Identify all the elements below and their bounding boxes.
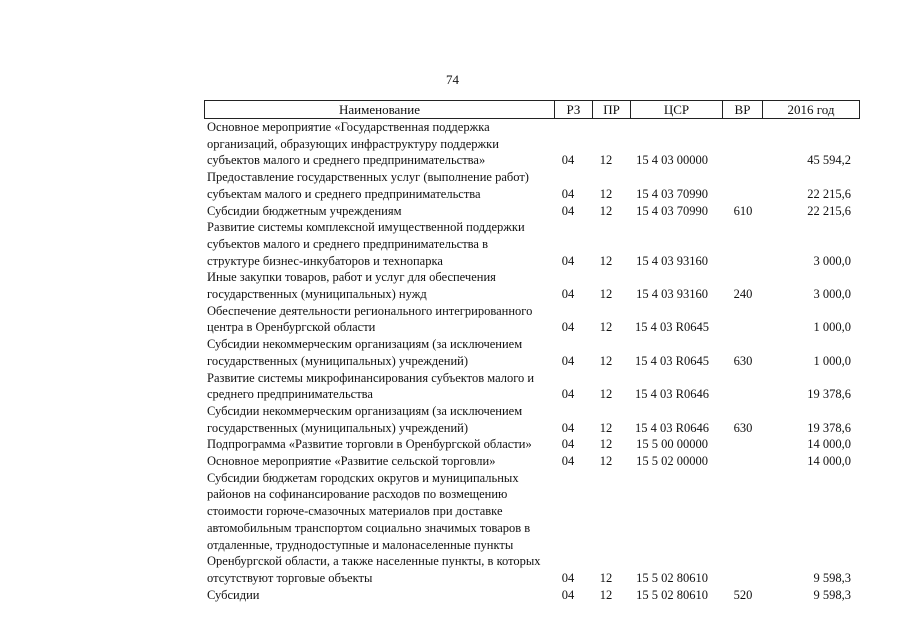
table-row — [204, 269, 860, 302]
row-pr: 12 — [599, 587, 613, 602]
row-rz: 04 — [561, 387, 575, 402]
row-pr: 12 — [599, 387, 613, 402]
row-name — [204, 403, 554, 436]
row-rz: 04 — [561, 186, 575, 201]
table-row — [204, 436, 860, 453]
row-pr: 12 — [599, 420, 613, 435]
row-name-line: автомобильным транспортом социально значимых товаров в — [207, 520, 531, 535]
row-name — [204, 587, 554, 604]
row-rz: 04 — [561, 420, 575, 435]
row-pr: 12 — [599, 287, 613, 302]
row-name-line: государственных (муниципальных) учреждений) — [207, 353, 469, 368]
header-year: 2016 год — [787, 102, 835, 117]
table-row — [204, 403, 860, 436]
row-name-line: организаций, образующих инфраструктуру поддержки — [207, 136, 499, 151]
row-name — [204, 219, 554, 269]
row-name-line: государственных (муниципальных) учреждений) — [207, 420, 469, 435]
row-vr: 630 — [733, 420, 753, 435]
table-row — [204, 453, 860, 470]
row-name-line: Обеспечение деятельности регионального интегрированного — [207, 303, 533, 318]
row-name-line: Иные закупки товаров, работ и услуг для обеспечения — [207, 270, 496, 285]
row-vr: 520 — [733, 587, 753, 602]
row-name-line: центра в Оренбургской области — [207, 320, 376, 335]
row-name-line: отсутствуют торговые объекты — [207, 570, 373, 585]
row-name-line: Развитие системы микрофинансирования субъектов малого и — [207, 370, 535, 385]
row-pr: 12 — [599, 203, 613, 218]
row-name — [204, 303, 554, 336]
table-row — [204, 303, 860, 336]
row-name-line: районов на софинансирование расходов по возмещению — [207, 487, 508, 502]
row-amount: 45 594,2 — [807, 153, 851, 168]
row-rz: 04 — [561, 570, 575, 585]
row-csr: 15 4 03 00000 — [636, 153, 708, 168]
row-name-line: Предоставление государственных услуг (выполнение работ) — [207, 170, 529, 185]
row-amount: 19 378,6 — [807, 420, 851, 435]
header-csr: ЦСР — [631, 101, 723, 118]
row-amount: 22 215,6 — [807, 203, 851, 218]
row-name-line: структуре бизнес-инкубаторов и технопарка — [207, 253, 443, 268]
row-name-line: Субсидии некоммерческим организациям (за исключением — [207, 337, 523, 352]
row-name — [204, 269, 554, 302]
row-amount: 14 000,0 — [807, 454, 851, 469]
row-amount: 9 598,3 — [813, 587, 851, 602]
row-name-line: Оренбургской области, а также населенные пункты, в которых — [207, 554, 541, 569]
header-rz: РЗ — [555, 101, 593, 118]
row-name — [204, 453, 554, 470]
budget-table — [204, 100, 860, 603]
row-pr: 12 — [599, 153, 613, 168]
row-amount: 22 215,6 — [807, 186, 851, 201]
row-name-line: субъектов малого и среднего предпринимательства в — [207, 236, 488, 251]
table-row — [204, 119, 860, 169]
row-name-line: Субсидии бюджетам городских округов и муниципальных — [207, 470, 519, 485]
header-pr: ПР — [593, 101, 631, 118]
row-pr: 12 — [599, 253, 613, 268]
row-name-line: Развитие системы комплексной имущественной поддержки — [207, 220, 525, 235]
row-csr: 15 4 03 R0646 — [635, 420, 709, 435]
row-name — [204, 119, 554, 169]
row-amount: 3 000,0 — [813, 287, 851, 302]
table-row — [204, 219, 860, 269]
row-amount: 14 000,0 — [807, 437, 851, 452]
row-pr: 12 — [599, 437, 613, 452]
table-row — [204, 203, 860, 220]
row-amount: 1 000,0 — [813, 353, 851, 368]
row-csr: 15 4 03 R0645 — [635, 320, 709, 335]
header-name: Наименование — [205, 101, 555, 118]
row-csr: 15 5 02 80610 — [636, 570, 708, 585]
row-csr: 15 5 02 00000 — [636, 454, 708, 469]
row-name — [204, 203, 554, 220]
row-name-line: Субсидии — [207, 587, 260, 602]
row-name — [204, 370, 554, 403]
table-row — [204, 336, 860, 369]
row-rz: 04 — [561, 437, 575, 452]
row-pr: 12 — [599, 454, 613, 469]
row-csr: 15 4 03 R0645 — [635, 353, 709, 368]
row-rz: 04 — [561, 587, 575, 602]
row-csr: 15 5 02 80610 — [636, 587, 708, 602]
row-name-line: стоимости горюче-смазочных материалов при доставке — [207, 504, 503, 519]
row-csr: 15 4 03 93160 — [636, 253, 708, 268]
table-body — [204, 119, 860, 603]
table-row — [204, 370, 860, 403]
row-name-line: субъектов малого и среднего предпринимательства» — [207, 153, 486, 168]
row-csr: 15 5 00 00000 — [636, 437, 708, 452]
row-vr: 630 — [733, 353, 753, 368]
row-rz: 04 — [561, 153, 575, 168]
row-name — [204, 436, 554, 453]
row-pr: 12 — [599, 353, 613, 368]
row-pr: 12 — [599, 320, 613, 335]
table-row — [204, 169, 860, 202]
row-csr: 15 4 03 R0646 — [635, 387, 709, 402]
table-row — [204, 470, 860, 587]
row-name-line: субъектам малого и среднего предпринимательства — [207, 186, 481, 201]
row-csr: 15 4 03 70990 — [636, 203, 708, 218]
row-amount: 9 598,3 — [813, 570, 851, 585]
row-amount: 19 378,6 — [807, 387, 851, 402]
row-name — [204, 470, 554, 587]
row-name-line: отдаленные, труднодоступные и малонаселенные пункты — [207, 537, 514, 552]
row-csr: 15 4 03 70990 — [636, 186, 708, 201]
row-vr: 610 — [733, 203, 753, 218]
row-name-line: государственных (муниципальных) нужд — [207, 287, 427, 302]
row-name-line: Субсидии некоммерческим организациям (за исключением — [207, 403, 523, 418]
row-rz: 04 — [561, 253, 575, 268]
header-vr: ВР — [723, 101, 763, 118]
row-rz: 04 — [561, 353, 575, 368]
row-name — [204, 336, 554, 369]
row-name-line: Основное мероприятие «Государственная поддержка — [207, 120, 490, 134]
page-number: 74 — [446, 72, 459, 87]
row-name-line: Основное мероприятие «Развитие сельской торговли» — [207, 454, 496, 469]
row-rz: 04 — [561, 287, 575, 302]
row-amount: 1 000,0 — [813, 320, 851, 335]
row-name-line: среднего предпринимательства — [207, 387, 373, 402]
row-rz: 04 — [561, 454, 575, 469]
row-csr: 15 4 03 93160 — [636, 287, 708, 302]
row-pr: 12 — [599, 570, 613, 585]
row-amount: 3 000,0 — [813, 253, 851, 268]
table-row — [204, 587, 860, 604]
row-name-line: Субсидии бюджетным учреждениям — [207, 203, 402, 218]
row-vr: 240 — [733, 287, 753, 302]
row-rz: 04 — [561, 203, 575, 218]
row-rz: 04 — [561, 320, 575, 335]
row-name — [204, 169, 554, 202]
row-pr: 12 — [599, 186, 613, 201]
row-name-line: Подпрограмма «Развитие торговли в Оренбургской области» — [207, 437, 532, 452]
table-header — [204, 100, 860, 119]
